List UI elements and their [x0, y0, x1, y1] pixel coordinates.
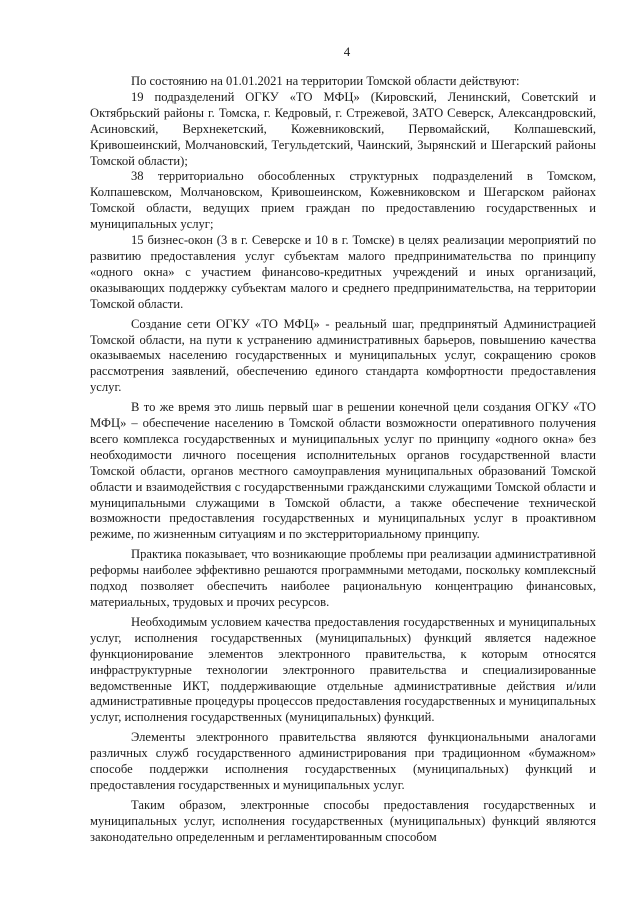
paragraph-practice: Практика показывает, что возникающие проблемы при реализации административной реформы наиболее эффективно решаются программными методами, поскольку комплексный подход позволяет обеспечить наиболее рациональную концентрацию финансовых, материальных, трудовых и прочих ресурсов. [90, 547, 596, 609]
paragraph-structural-units: 38 территориально обособленных структурных подразделений в Томском, Колпашевском, Молчановском, Кривошеинском, Кожевниковском и Шегарском районах Томской области, ведущих прием граждан по предоставлению государственных и муниципальных услуг; [90, 169, 596, 232]
paragraph-status-intro: По состоянию на 01.01.2021 на территории Томской области действуют: [131, 74, 520, 88]
paragraph-necessary-condition: Необходимым условием качества предоставления государственных и муниципальных услуг, исполнения государственных (муниципальных) функций является надежное функционирование элементов электронного правительства, к которым относятся инфраструктурные технологии электронного правительства и специализированные ведомственные ИКТ, поддерживающие отдельные административные действия и/или административные процедуры процессов предоставления государственных и муниципальных услуг, исполнения государственных (муниципальных) функций. [90, 614, 596, 725]
paragraph-network-creation: Создание сети ОГКУ «ТО МФЦ» - реальный шаг, предпринятый Администрацией Томской области, на пути к устранению административных барьеров, повышению качества оказываемых населению государственных и муниципальных услуг, сокращению сроков рассмотрения заявлений, обеспечению единого стандарта комфортности предоставления услуг. [90, 316, 596, 395]
page-number: 4 [343, 44, 351, 59]
paragraph-egov-elements: Элементы электронного правительства являются функциональными аналогами различных служб государственного администрирования при традиционном «бумажном» способе поддержки исполнения государственных (муниципальных) функций и предоставления государственных и муниципальных услуг. [90, 730, 596, 792]
paragraph-conclusion: Таким образом, электронные способы предоставления государственных и муниципальных услуг, исполнения государственных (муниципальных) функций являются законодательно определенным и регламентированным способом [90, 797, 596, 844]
paragraph-subdivisions: 19 подразделений ОГКУ «ТО МФЦ» (Кировский, Ленинский, Советский и Октябрьский районы г. Томска, г. Кедровый, г. Стрежевой, ЗАТО Северск, Александровский, Асиновский, Верхнекетский, Кожевниковский, Первомайский, Колпашевский, Кривошеинский, Молчановский, Тегульдетский, Чаинский, Зырянский и Шегарский районы Томской области); [90, 89, 596, 168]
paragraph-business-windows: 15 бизнес-окон (3 в г. Северске и 10 в г. Томске) в целях реализации мероприятий по развитию предоставления услуг субъектам малого предпринимательства по принципу «одного окна» с участием финансово-кредитных учреждений и иных организаций, оказывающих поддержку субъектам малого и среднего предпринимательства, на территории Томской области. [90, 233, 596, 311]
document-page [90, 0, 596, 846]
paragraph-first-step: В то же время это лишь первый шаг в решении конечной цели создания ОГКУ «ТО МФЦ» – обеспечение населению в Томской области возможности оперативного получения всего комплекса государственных и муниципальных услуг по принципу «одного окна» без необходимости личного посещения исполнительных органов государственной власти Томской области, органов местного самоуправления муниципальных образований Томской области и взаимодействия с государственными гражданскими служащими Томской области и муниципальными служащими в Томской области, а также обеспечение технической возможности предоставления государственных и муниципальных услуг в проактивном режиме, по жизненным ситуациям и по экстерриториальному принципу. [90, 400, 596, 542]
